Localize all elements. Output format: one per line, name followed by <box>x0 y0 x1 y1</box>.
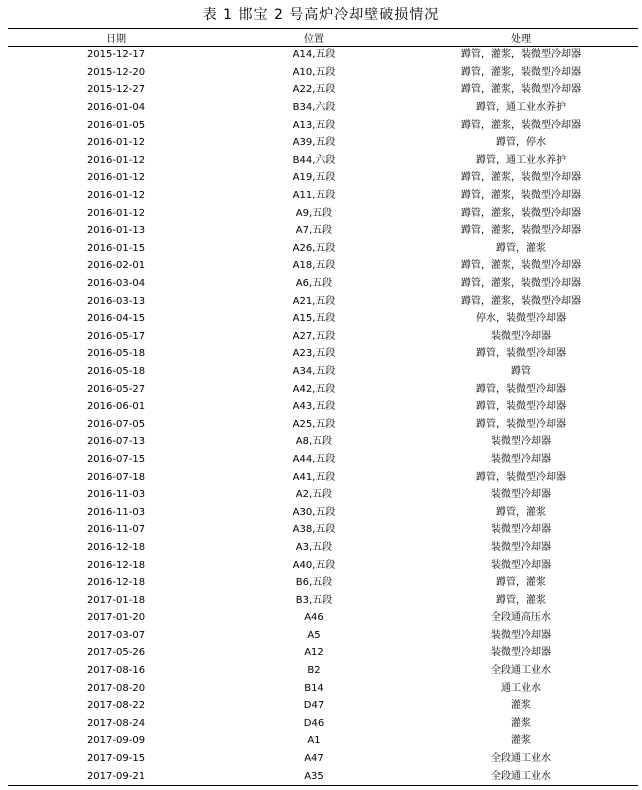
date-cell: 2016-01-05 <box>86 119 146 131</box>
date-cell: 2015-12-17 <box>86 49 146 61</box>
treatment-cell: 蹲管，装微型冷却器 <box>476 418 566 430</box>
table-row <box>8 64 638 82</box>
treatment-cell: 蹲管，灌浆，装微型冷却器 <box>461 49 581 61</box>
treatment-cell: 蹲管，灌浆 <box>496 242 546 254</box>
date-cell: 2016-05-18 <box>86 365 146 377</box>
date-cell: 2016-12-18 <box>86 559 146 571</box>
position-cell: A30,五段 <box>292 506 336 518</box>
treatment-cell: 蹲管，灌浆，装微型冷却器 <box>461 225 581 237</box>
treatment-cell: 蹲管，灌浆，装微型冷却器 <box>461 66 581 78</box>
position-cell: A19,五段 <box>292 172 336 184</box>
position-cell: A14,五段 <box>292 49 336 61</box>
header-date: 日期 <box>106 34 126 45</box>
position-cell: A43,五段 <box>292 401 336 413</box>
table-row <box>8 152 638 170</box>
treatment-cell: 装微型冷却器 <box>491 559 551 571</box>
table-row <box>8 46 638 64</box>
table-row <box>8 415 638 433</box>
treatment-cell: 蹲管，灌浆，装微型冷却器 <box>461 207 581 219</box>
date-cell: 2016-11-03 <box>86 506 146 518</box>
position-cell: A8,五段 <box>295 436 333 448</box>
date-cell: 2016-11-07 <box>86 524 146 536</box>
date-cell: 2015-12-20 <box>86 66 146 78</box>
table-row <box>8 451 638 469</box>
table-row <box>8 556 638 574</box>
treatment-cell: 蹲管，灌浆，装微型冷却器 <box>461 190 581 202</box>
table-row <box>8 521 638 539</box>
position-cell: A41,五段 <box>292 471 336 483</box>
table-row <box>8 134 638 152</box>
treatment-cell: 蹲管，灌浆，装微型冷却器 <box>461 295 581 307</box>
position-cell: A47 <box>304 753 324 765</box>
date-cell: 2017-08-16 <box>86 665 146 677</box>
treatment-cell: 蹲管，灌浆，装微型冷却器 <box>461 260 581 272</box>
position-cell: A22,五段 <box>292 84 336 96</box>
date-cell: 2017-09-21 <box>86 770 146 782</box>
position-cell: A21,五段 <box>292 295 336 307</box>
treatment-cell: 装微型冷却器 <box>491 541 551 553</box>
table-row <box>8 697 638 715</box>
table-row <box>8 169 638 187</box>
position-cell: B14 <box>304 682 324 694</box>
treatment-cell: 全段通高压水 <box>491 612 551 624</box>
table-body <box>8 46 638 785</box>
position-cell: A3,五段 <box>295 541 333 553</box>
treatment-cell: 全段通工业水 <box>491 665 551 677</box>
table-row <box>8 363 638 381</box>
table-row <box>8 328 638 346</box>
date-cell: 2016-07-05 <box>86 418 146 430</box>
table-row <box>8 750 638 768</box>
position-cell: A9,五段 <box>295 207 333 219</box>
table-row <box>8 574 638 592</box>
date-cell: 2017-08-20 <box>86 682 146 694</box>
position-cell: A11,五段 <box>292 190 336 202</box>
date-cell: 2016-12-18 <box>86 577 146 589</box>
position-cell: A40,五段 <box>292 559 336 571</box>
table-bottom-rule <box>8 785 638 786</box>
position-cell: A38,五段 <box>292 524 336 536</box>
table-row <box>8 292 638 310</box>
treatment-cell: 蹲管，灌浆，装微型冷却器 <box>461 84 581 96</box>
date-cell: 2016-03-04 <box>86 278 146 290</box>
treatment-cell: 蹲管，灌浆 <box>496 594 546 606</box>
position-cell: A5 <box>307 629 321 641</box>
table-row <box>8 503 638 521</box>
position-cell: A18,五段 <box>292 260 336 272</box>
table-row <box>8 732 638 750</box>
table-row <box>8 116 638 134</box>
date-cell: 2016-06-01 <box>86 401 146 413</box>
table-row <box>8 222 638 240</box>
treatment-cell: 蹲管 <box>511 365 531 377</box>
treatment-cell: 灌浆 <box>511 717 531 729</box>
date-cell: 2017-01-18 <box>86 594 146 606</box>
treatment-cell: 装微型冷却器 <box>491 453 551 465</box>
date-cell: 2016-05-17 <box>86 330 146 342</box>
position-cell: D47 <box>303 700 325 712</box>
table-row <box>8 345 638 363</box>
date-cell: 2016-01-15 <box>86 242 146 254</box>
position-cell: A6,五段 <box>295 278 333 290</box>
position-cell: B6,五段 <box>295 577 333 589</box>
table-row <box>8 715 638 733</box>
position-cell: A46 <box>304 612 324 624</box>
date-cell: 2016-01-12 <box>86 207 146 219</box>
position-cell: A25,五段 <box>292 418 336 430</box>
date-cell: 2015-12-27 <box>86 84 146 96</box>
treatment-cell: 蹲管，灌浆，装微型冷却器 <box>461 119 581 131</box>
date-cell: 2016-01-13 <box>86 225 146 237</box>
position-cell: B44,六段 <box>292 154 336 166</box>
date-cell: 2016-02-01 <box>86 260 146 272</box>
treatment-cell: 装微型冷却器 <box>491 647 551 659</box>
table-row <box>8 627 638 645</box>
treatment-cell: 蹲管，通工业水养护 <box>476 102 566 114</box>
treatment-cell: 灌浆 <box>511 700 531 712</box>
date-cell: 2016-07-13 <box>86 436 146 448</box>
date-cell: 2017-05-26 <box>86 647 146 659</box>
treatment-cell: 全段通工业水 <box>491 753 551 765</box>
position-cell: A15,五段 <box>292 313 336 325</box>
table-row <box>8 679 638 697</box>
date-cell: 2016-01-12 <box>86 137 146 149</box>
treatment-cell: 蹲管，灌浆，装微型冷却器 <box>461 278 581 290</box>
position-cell: B3,五段 <box>295 594 333 606</box>
table-row <box>8 81 638 99</box>
position-cell: A26,五段 <box>292 242 336 254</box>
table-row <box>8 257 638 275</box>
treatment-cell: 蹲管，通工业水养护 <box>476 154 566 166</box>
table-row <box>8 468 638 486</box>
treatment-cell: 蹲管，灌浆，装微型冷却器 <box>461 172 581 184</box>
treatment-cell: 蹲管，灌浆 <box>496 506 546 518</box>
table-row <box>8 609 638 627</box>
date-cell: 2017-01-20 <box>86 612 146 624</box>
treatment-cell: 蹲管，装微型冷却器 <box>476 401 566 413</box>
date-cell: 2016-05-18 <box>86 348 146 360</box>
date-cell: 2016-04-15 <box>86 313 146 325</box>
table-row <box>8 275 638 293</box>
table-row <box>8 591 638 609</box>
date-cell: 2016-12-18 <box>86 541 146 553</box>
position-cell: A34,五段 <box>292 365 336 377</box>
date-cell: 2017-09-09 <box>86 735 146 747</box>
date-cell: 2016-01-12 <box>86 190 146 202</box>
date-cell: 2016-01-12 <box>86 154 146 166</box>
table-row <box>8 99 638 117</box>
table-row <box>8 240 638 258</box>
treatment-cell: 装微型冷却器 <box>491 524 551 536</box>
date-cell: 2017-08-22 <box>86 700 146 712</box>
treatment-cell: 装微型冷却器 <box>491 489 551 501</box>
position-cell: B34,六段 <box>292 102 336 114</box>
position-cell: A7,五段 <box>295 225 333 237</box>
treatment-cell: 装微型冷却器 <box>491 330 551 342</box>
treatment-cell: 蹲管，装微型冷却器 <box>476 383 566 395</box>
treatment-cell: 装微型冷却器 <box>491 629 551 641</box>
treatment-cell: 全段通工业水 <box>491 770 551 782</box>
position-cell: A12 <box>304 647 324 659</box>
date-cell: 2016-03-13 <box>86 295 146 307</box>
position-cell: A1 <box>307 735 321 747</box>
table-row <box>8 433 638 451</box>
table-row <box>8 767 638 785</box>
treatment-cell: 蹲管，停水 <box>496 137 546 149</box>
table-title: 表 1 邯宝 2 号高炉冷却壁破损情况 <box>202 7 440 23</box>
position-cell: A10,五段 <box>292 66 336 78</box>
date-cell: 2016-11-03 <box>86 489 146 501</box>
position-cell: A2,五段 <box>295 489 333 501</box>
position-cell: A44,五段 <box>292 453 336 465</box>
treatment-cell: 停水，装微型冷却器 <box>476 313 566 325</box>
table-header-row <box>8 29 638 46</box>
date-cell: 2016-07-15 <box>86 453 146 465</box>
table-row <box>8 398 638 416</box>
table-row <box>8 486 638 504</box>
date-cell: 2016-07-18 <box>86 471 146 483</box>
table-row <box>8 662 638 680</box>
treatment-cell: 装微型冷却器 <box>491 436 551 448</box>
date-cell: 2016-01-04 <box>86 102 146 114</box>
date-cell: 2016-05-27 <box>86 383 146 395</box>
position-cell: B2 <box>307 665 321 677</box>
position-cell: A13,五段 <box>292 119 336 131</box>
treatment-cell: 蹲管，装微型冷却器 <box>476 471 566 483</box>
damage-table <box>8 29 638 785</box>
treatment-cell: 蹲管，装微型冷却器 <box>476 348 566 360</box>
position-cell: A42,五段 <box>292 383 336 395</box>
position-cell: A23,五段 <box>292 348 336 360</box>
table-row <box>8 187 638 205</box>
table-row <box>8 310 638 328</box>
position-cell: A35 <box>304 770 324 782</box>
table-row <box>8 539 638 557</box>
treatment-cell: 灌浆 <box>511 735 531 747</box>
treatment-cell: 蹲管，灌浆 <box>496 577 546 589</box>
position-cell: A39,五段 <box>292 137 336 149</box>
date-cell: 2017-09-15 <box>86 753 146 765</box>
treatment-cell: 通工业水 <box>501 682 541 694</box>
date-cell: 2017-08-24 <box>86 717 146 729</box>
table-row <box>8 644 638 662</box>
header-treatment: 处理 <box>511 34 531 45</box>
position-cell: A27,五段 <box>292 330 336 342</box>
position-cell: D46 <box>303 717 325 729</box>
table-row <box>8 380 638 398</box>
date-cell: 2017-03-07 <box>86 629 146 641</box>
date-cell: 2016-01-12 <box>86 172 146 184</box>
header-position: 位置 <box>304 34 324 45</box>
table-row <box>8 204 638 222</box>
